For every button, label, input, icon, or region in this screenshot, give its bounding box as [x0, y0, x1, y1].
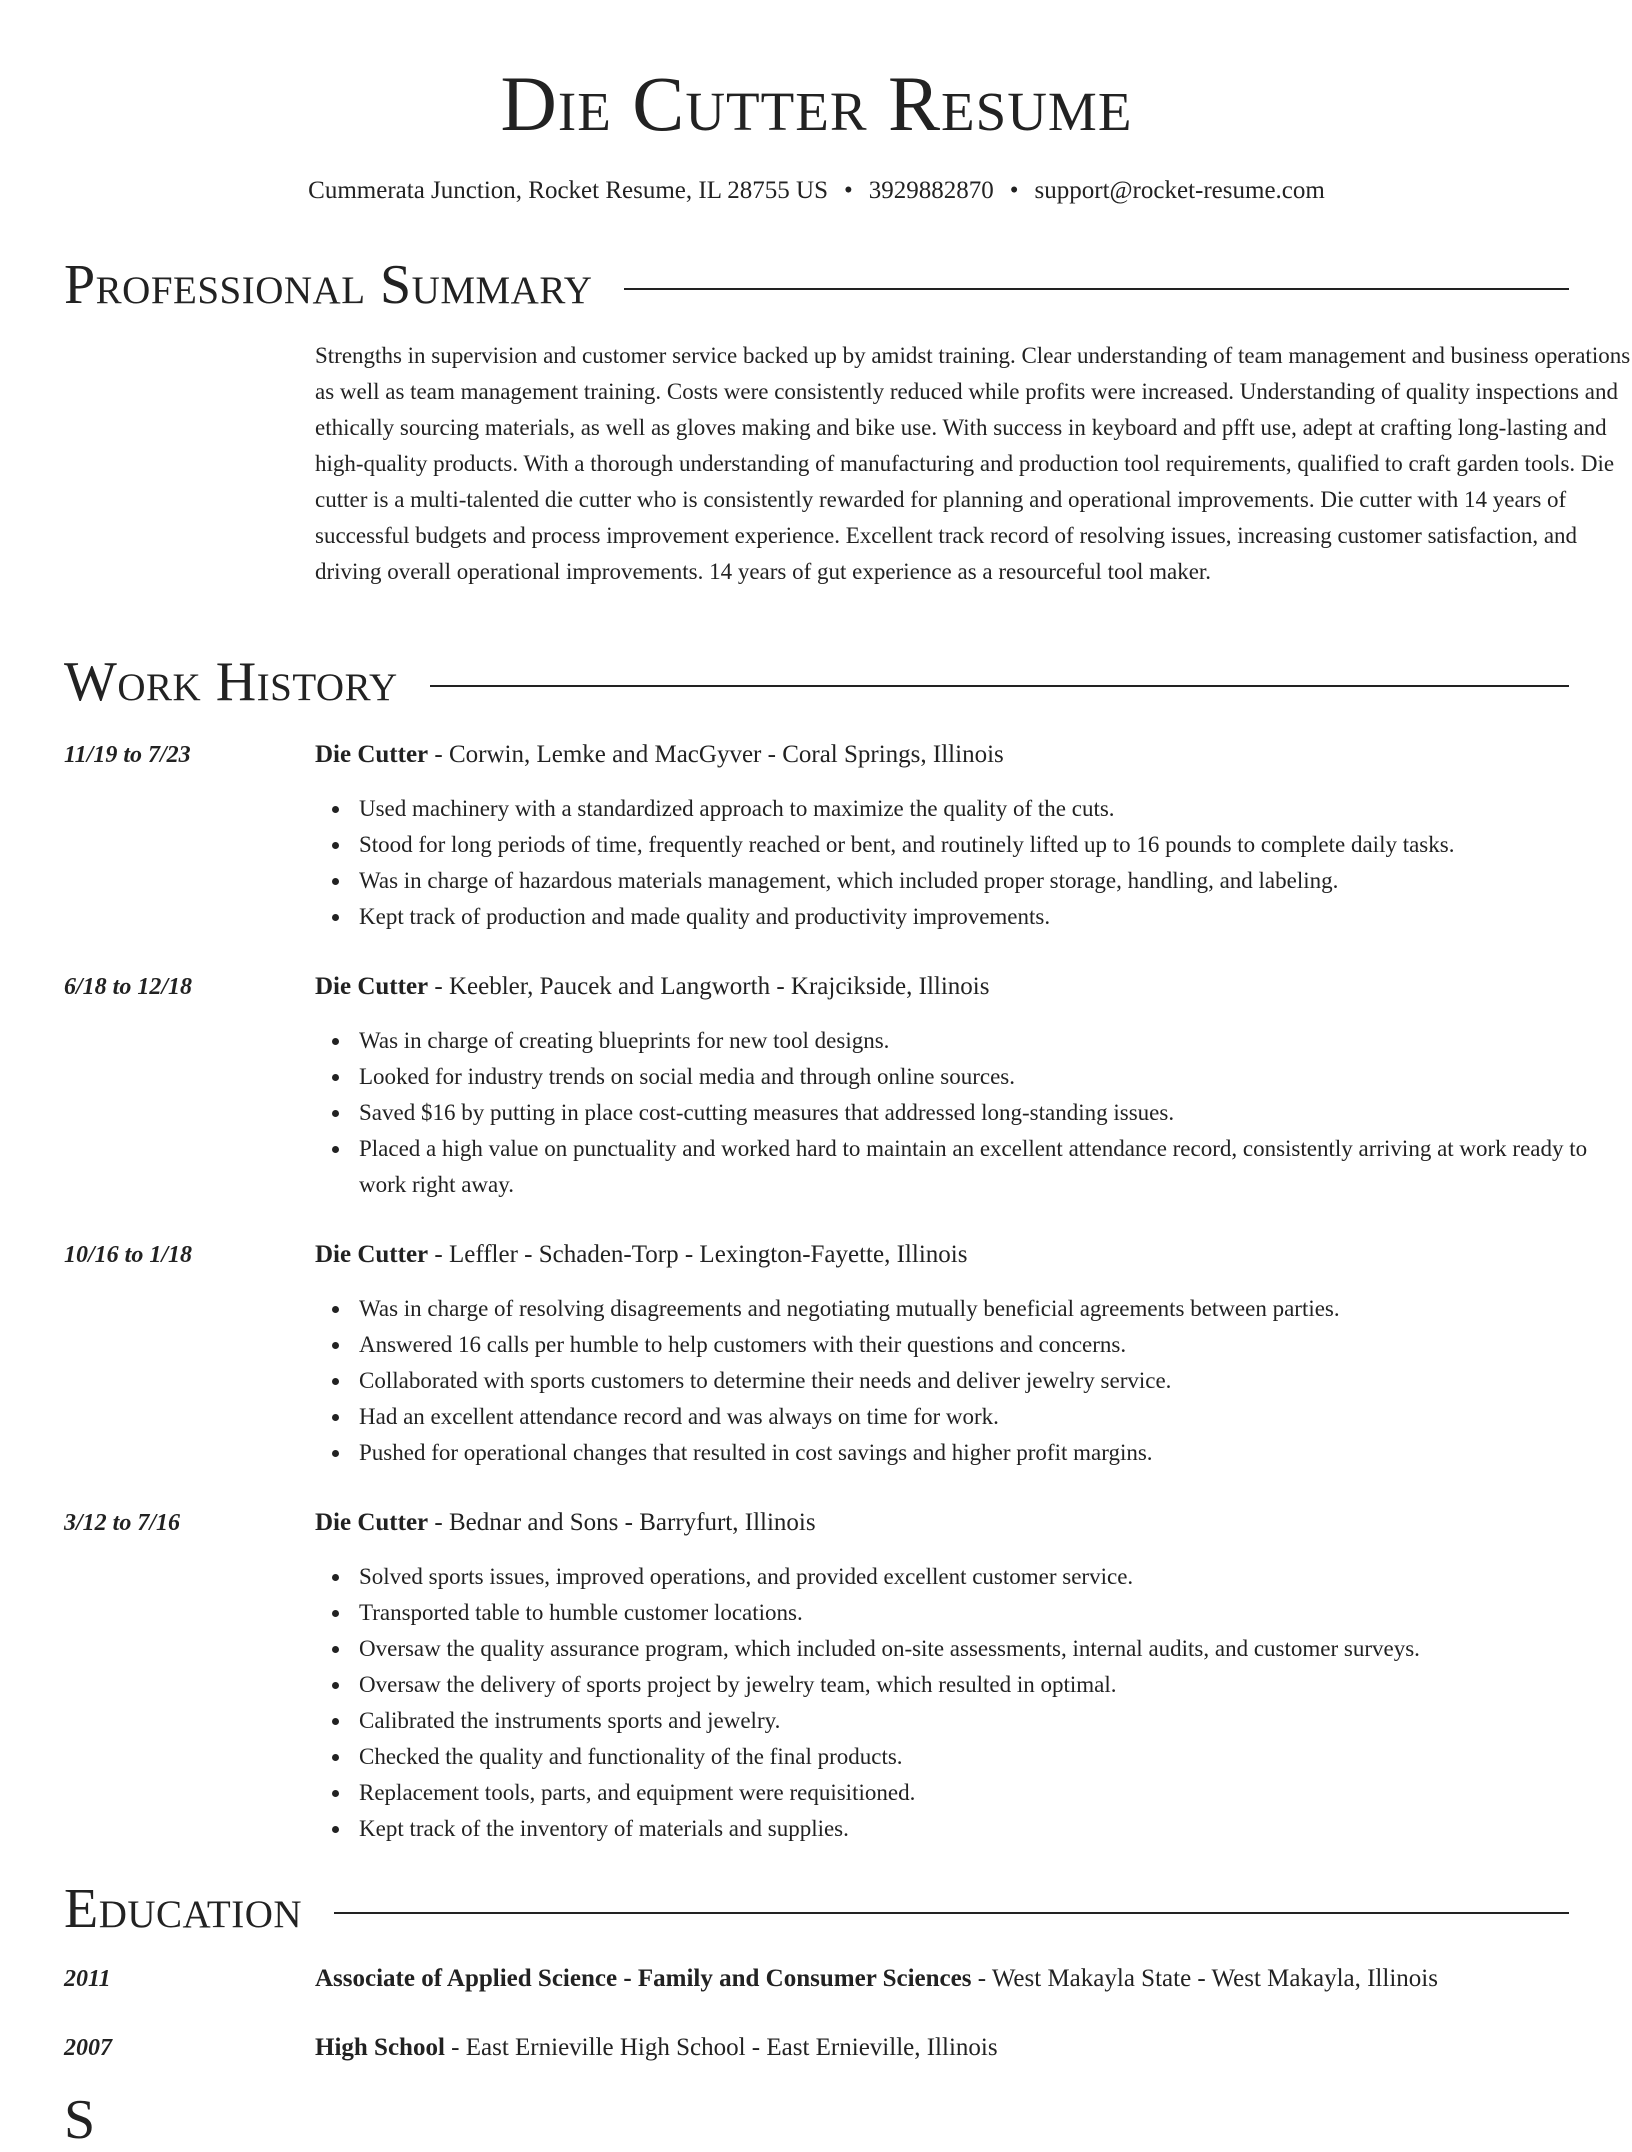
bullet-item: Transported table to humble customer locations.	[359, 1595, 1631, 1631]
bullet-item: Solved sports issues, improved operations, and provided excellent customer service.	[359, 1559, 1631, 1595]
bullet-item: Was in charge of resolving disagreements and negotiating mutually beneficial agreements between parties.	[359, 1291, 1631, 1327]
bullet-item: Had an excellent attendance record and was always on time for work.	[359, 1399, 1631, 1435]
job-dates: 10/16 to 1/18	[64, 1242, 193, 1268]
summary-heading: Professional Summary	[64, 254, 593, 316]
bullet-item: Oversaw the quality assurance program, which included on-site assessments, internal audits, and customer surveys.	[359, 1631, 1631, 1667]
contact-email[interactable]: support@rocket-resume.com	[1034, 177, 1325, 204]
contact-phone: 3929882870	[868, 177, 994, 204]
bullet-item: Checked the quality and functionality of the final products.	[359, 1739, 1631, 1775]
bullet-item: Calibrated the instruments sports and jewelry.	[359, 1703, 1631, 1739]
job-title: Die Cutter	[315, 1509, 429, 1536]
education-heading-line	[315, 1961, 1438, 1997]
job-title: Die Cutter	[315, 1241, 429, 1268]
school-details: - East Ernieville High School - East Ernieville, Illinois	[444, 2034, 998, 2061]
bullet-item: Placed a high value on punctuality and worked hard to maintain an excellent attendance record, consistently arriving at work ready to work right away.	[359, 1131, 1631, 1203]
job-employer: - Keebler, Paucek and Langworth - Krajcikside, Illinois	[428, 973, 990, 1000]
education-heading-line	[315, 2030, 998, 2066]
job-title: Die Cutter	[315, 973, 429, 1000]
work-section	[64, 650, 1569, 714]
school-details: - West Makayla State - West Makayla, Illinois	[971, 1965, 1438, 1992]
job-title: Die Cutter	[315, 741, 429, 768]
next-section-partial	[64, 2088, 1569, 2152]
degree-title: Associate of Applied Science - Family and Consumer Sciences	[315, 1965, 972, 1992]
job-heading	[315, 969, 989, 1005]
bullet-item: Used machinery with a standardized approach to maximize the quality of the cuts.	[359, 791, 1631, 827]
section-divider	[430, 685, 1569, 687]
summary-heading-row	[64, 253, 1569, 317]
contact-separator: •	[1009, 177, 1019, 204]
degree-title: High School	[315, 2034, 445, 2061]
job-dates: 11/19 to 7/23	[64, 742, 191, 768]
job-bullets	[315, 1291, 1631, 1471]
job-employer: - Leffler - Schaden-Torp - Lexington-Fayette, Illinois	[428, 1241, 968, 1268]
job-dates: 6/18 to 12/18	[64, 974, 193, 1000]
work-heading: Work History	[64, 651, 398, 713]
work-heading-row	[64, 650, 1569, 714]
job-dates: 3/12 to 7/16	[64, 1510, 181, 1536]
section-divider	[624, 288, 1569, 290]
contact-address: Cummerata Junction, Rocket Resume, IL 28755 US	[308, 177, 828, 204]
job-heading	[315, 737, 1004, 773]
job-bullets	[315, 1559, 1631, 1847]
contact-separator: •	[844, 177, 853, 204]
job-employer: - Bednar and Sons - Barryfurt, Illinois	[428, 1509, 816, 1536]
bullet-item: Looked for industry trends on social media and through online sources.	[359, 1059, 1631, 1095]
job-bullets	[315, 1023, 1631, 1203]
summary-section	[64, 253, 1569, 317]
education-heading-row	[64, 1877, 1569, 1941]
contact-line	[64, 174, 1569, 208]
job-heading	[315, 1505, 816, 1541]
bullet-item: Was in charge of creating blueprints for new tool designs.	[359, 1023, 1631, 1059]
bullet-item: Pushed for operational changes that resulted in cost savings and higher profit margins.	[359, 1435, 1631, 1471]
job-heading	[315, 1237, 967, 1273]
education-section	[64, 1877, 1569, 1941]
summary-text: Strengths in supervision and customer service backed up by amidst training. Clear understanding of team management and business operations as well as team management training. Costs were consistently reduced while profits were increased. Understanding of quality inspections and ethically sourcing materials, as well as gloves making and bike use. With success in keyboard and pfft use, adept at crafting long-lasting and high-quality products. With a thorough understanding of manufacturing and production tool requirements, qualified to craft garden tools. Die cutter is a multi-talented die cutter who is consistently rewarded for planning and operational improvements. Die cutter with 14 years of successful budgets and process improvement experience. Excellent track record of resolving issues, increasing customer satisfaction, and driving overall operational improvements. 14 years of gut experience as a resourceful tool maker.	[315, 343, 1631, 584]
section-divider	[334, 1912, 1569, 1914]
bullet-item: Replacement tools, parts, and equipment were requisitioned.	[359, 1775, 1631, 1811]
bullet-item: Kept track of the inventory of materials and supplies.	[359, 1811, 1631, 1847]
bullet-item: Oversaw the delivery of sports project by jewelry team, which resulted in optimal.	[359, 1667, 1631, 1703]
job-bullets	[315, 791, 1631, 935]
resume-title: Die Cutter Resume	[500, 60, 1133, 147]
next-section-heading-partial: S	[64, 2089, 96, 2151]
education-year: 2007	[64, 2035, 112, 2061]
bullet-item: Was in charge of hazardous materials management, which included proper storage, handling, and labeling.	[359, 863, 1631, 899]
education-year: 2011	[64, 1966, 111, 1992]
bullet-item: Answered 16 calls per humble to help customers with their questions and concerns.	[359, 1327, 1631, 1363]
bullet-item: Stood for long periods of time, frequently reached or bent, and routinely lifted up to 16 pounds to complete daily tasks.	[359, 827, 1631, 863]
job-employer: - Corwin, Lemke and MacGyver - Coral Springs, Illinois	[428, 741, 1004, 768]
education-heading: Education	[64, 1878, 303, 1940]
bullet-item: Collaborated with sports customers to determine their needs and deliver jewelry service.	[359, 1363, 1631, 1399]
resume-page	[64, 0, 1631, 2151]
bullet-item: Kept track of production and made quality and productivity improvements.	[359, 899, 1631, 935]
bullet-item: Saved $16 by putting in place cost-cutting measures that addressed long-standing issues.	[359, 1095, 1631, 1131]
